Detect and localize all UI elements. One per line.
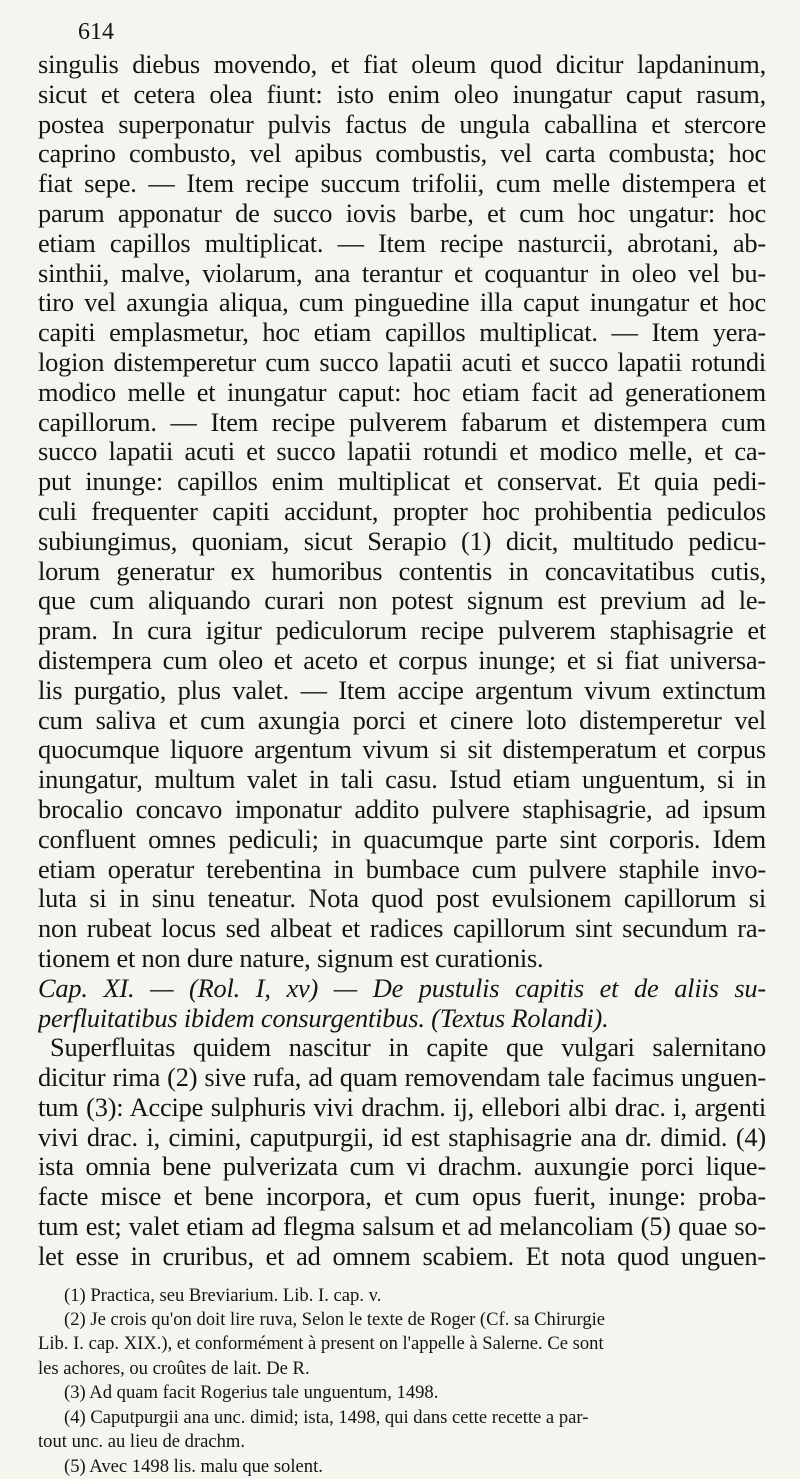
text-line: cum saliva et cum axungia porci et cinere loto distemperetur vel: [38, 705, 766, 735]
text-line: non rubeat locus sed albeat et radices capillorum sint secundum ra-: [38, 914, 766, 944]
text-line: let esse in cruribus, et ad omnem scabiem. Et nota quod unguen-: [38, 1241, 766, 1271]
text-line: singulis diebus movendo, et fiat oleum quod dicitur lapdaninum,: [38, 50, 766, 79]
text-line: confluent omnes pediculi; in quacumque parte sint corporis. Idem: [38, 824, 766, 854]
footnote: (3) Ad quam facit Rogerius tale unguentum, 1498.: [64, 1382, 439, 1404]
footnote-continuation: tout unc. au lieu de drachm.: [38, 1431, 246, 1453]
text-line: lorum generatur ex humoribus contentis in concavitatibus cutis,: [38, 556, 766, 586]
text-line: brocalio concavo imponatur addito pulvere staphisagrie, ad ipsum: [38, 794, 766, 824]
footnote: (1) Practica, seu Breviarium. Lib. I. cap. v.: [64, 1284, 382, 1306]
text-line: culi frequenter capiti accidunt, propter hoc prohibentia pediculos: [38, 496, 766, 526]
text-line: fiat sepe. — Item recipe succum trifolii, cum melle distempera et: [38, 169, 766, 199]
text-line: capiti emplasmetur, hoc etiam capillos multiplicat. — Item yera-: [38, 318, 766, 348]
text-line: etiam capillos multiplicat. — Item recipe nasturcii, abrotani, ab-: [38, 228, 766, 258]
footnote-continuation: les achores, ou croûtes de lait. De R.: [38, 1357, 310, 1379]
text-line: tionem et non dure nature, signum est curationis.: [38, 943, 544, 973]
footnote: (5) Avec 1498 lis. malu que solent.: [64, 1455, 323, 1477]
chapter-heading: perfluitatibus ibidem consurgentibus. (Textus Rolandi).: [38, 1003, 609, 1033]
text-line: caprino combusto, vel apibus combustis, vel carta combusta; hoc: [38, 139, 766, 169]
main-text: [38, 50, 766, 1272]
text-line: quocumque liquore argentum vivum si sit distemperatum et corpus: [38, 735, 766, 765]
footnotes: [38, 1284, 766, 1479]
text-line: sinthii, malve, violarum, ana terantur et coquantur in oleo vel bu-: [38, 258, 766, 288]
text-line: tiro vel axungia aliqua, cum pinguedine illa caput inungatur et hoc: [38, 288, 766, 318]
text-line: que cum aliquando curari non potest signum est previum ad le-: [38, 586, 766, 616]
footnote: (4) Caputpurgii ana unc. dimid; ista, 1498, qui dans cette recette a par-: [64, 1406, 589, 1428]
page-number: 614: [78, 19, 114, 45]
text-line: sicut et cetera olea fiunt: isto enim oleo inungatur caput rasum,: [38, 79, 766, 109]
chapter-heading: Cap. XI. — (Rol. I, xv) — De pustulis capitis et de aliis su-: [38, 973, 766, 1003]
text-line: modico melle et inungatur caput: hoc etiam facit ad generationem: [38, 377, 766, 407]
text-line: put inunge: capillos enim multiplicat et conservat. Et quia pedi-: [38, 467, 766, 497]
text-line: pram. In cura igitur pediculorum recipe pulverem staphisagrie et: [38, 616, 766, 646]
text-line: postea superponatur pulvis factus de ungula caballina et stercore: [38, 109, 766, 139]
text-line: parum apponatur de succo iovis barbe, et cum hoc ungatur: hoc: [38, 198, 766, 228]
footnote-continuation: Lib. I. cap. XIX.), et conformément à present on l'appelle à Salerne. Ce sont: [38, 1333, 604, 1355]
text-line: ista omnia bene pulverizata cum vi drachm. auxungie porci lique-: [38, 1152, 766, 1182]
text-line: subiungimus, quoniam, sicut Serapio (1) dicit, multitudo pedicu-: [38, 526, 766, 556]
text-line: Superfluitas quidem nascitur in capite que vulgari salernitano: [50, 1033, 766, 1063]
text-line: tum (3): Accipe sulphuris vivi drachm. ij, ellebori albi drac. i, argenti: [38, 1092, 766, 1122]
text-line: logion distemperetur cum succo lapatii acuti et succo lapatii rotundi: [38, 347, 766, 377]
text-line: facte misce et bene incorpora, et cum opus fuerit, inunge: proba-: [38, 1182, 766, 1212]
text-line: succo lapatii acuti et succo lapatii rotundi et modico melle, et ca-: [38, 437, 766, 467]
text-line: inungatur, multum valet in tali casu. Istud etiam unguentum, si in: [38, 765, 766, 795]
text-line: vivi drac. i, cimini, caputpurgii, id est staphisagrie ana dr. dimid. (4): [38, 1122, 766, 1152]
footnote: (2) Je crois qu'on doit lire ruva, Selon le texte de Roger (Cf. sa Chirurgie: [64, 1309, 606, 1331]
text-line: distempera cum oleo et aceto et corpus inunge; et si fiat universa-: [38, 645, 766, 675]
text-line: tum est; valet etiam ad flegma salsum et ad melancoliam (5) quae so-: [38, 1212, 766, 1242]
text-line: capillorum. — Item recipe pulverem fabarum et distempera cum: [38, 407, 766, 437]
text-line: lis purgatio, plus valet. — Item accipe argentum vivum extinctum: [38, 675, 766, 705]
text-line: dicitur rima (2) sive rufa, ad quam removendam tale facimus unguen-: [38, 1063, 766, 1093]
text-line: etiam operatur terebentina in bumbace cum pulvere staphile invo-: [38, 854, 766, 884]
text-line: luta si in sinu teneatur. Nota quod post evulsionem capillorum si: [38, 884, 766, 914]
